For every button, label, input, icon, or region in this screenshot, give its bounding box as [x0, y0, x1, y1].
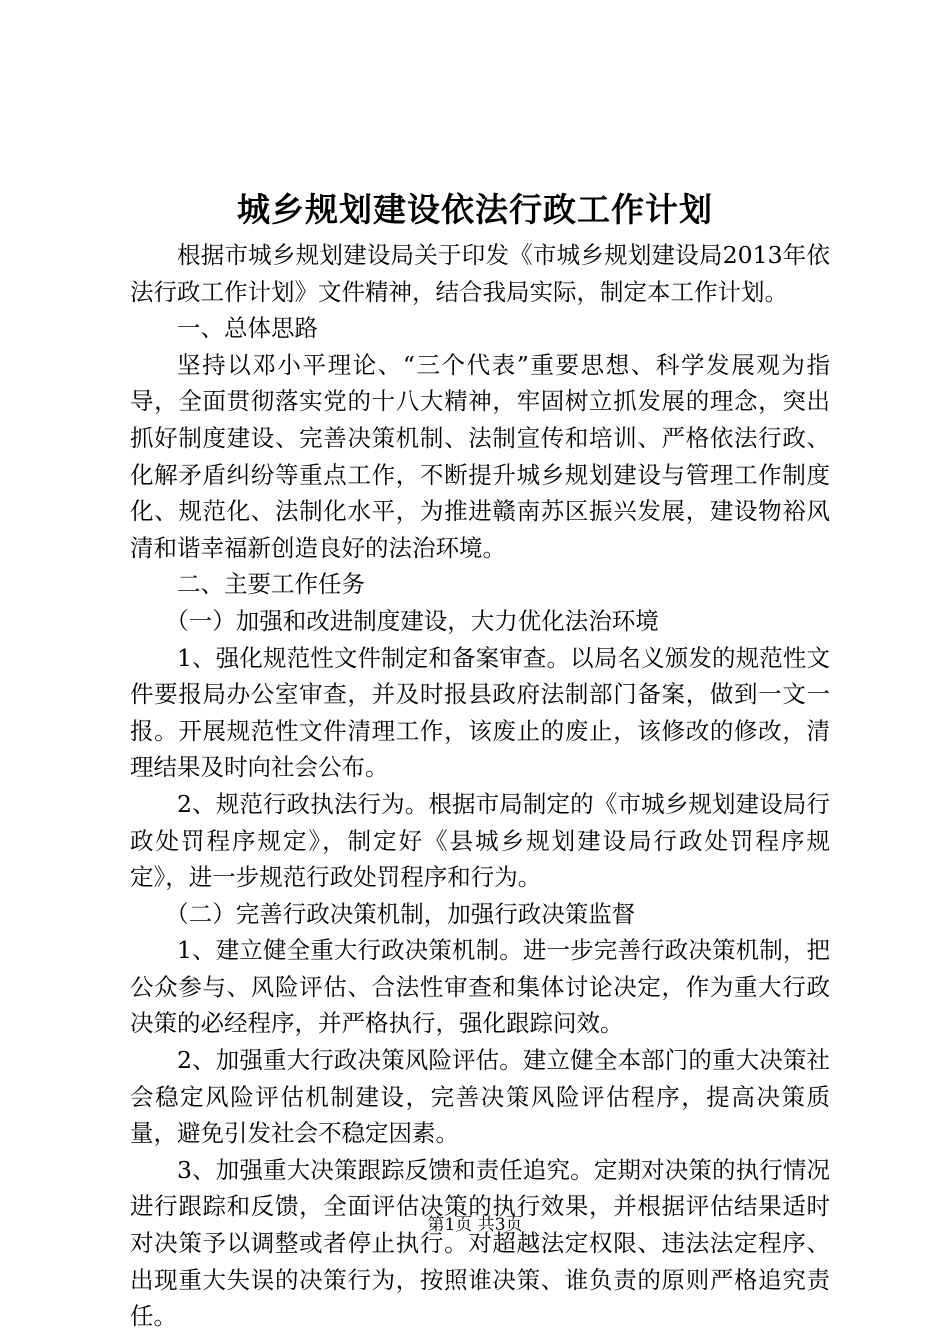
- document-title: 城乡规划建设依法行政工作计划: [237, 190, 713, 229]
- document-body: [130, 237, 830, 1335]
- section-heading-overall-approach: 一、总体思路: [177, 314, 318, 343]
- task-paragraph-decision-mechanism: 1、建立健全重大行政决策机制。进一步完善行政决策机制，把公众参与、风险评估、合法性审查和集体讨论决定，作为重大行政决策的必经程序，并严格执行，强化跟踪问效。: [130, 936, 830, 1038]
- intro-paragraph: 根据市城乡规划建设局关于印发《市城乡规划建设局2013年依法行政工作计划》文件精神，结合我局实际，制定本工作计划。: [130, 241, 830, 306]
- task-paragraph-risk-assessment: 2、加强重大行政决策风险评估。建立健全本部门的重大决策社会稳定风险评估机制建设，完善决策风险评估程序，提高决策质量，避免引发社会不稳定因素。: [130, 1046, 830, 1148]
- section-heading-main-tasks: 二、主要工作任务: [177, 570, 365, 599]
- page-number-footer: 第1页 共3页: [427, 1215, 523, 1235]
- subsection-heading-decision-mechanism: （二）完善行政决策机制，加强行政决策监督: [165, 899, 636, 928]
- task-paragraph-normative-documents: 1、强化规范性文件制定和备案审查。以局名义颁发的规范性文件要报局办公室审查，并及时报县政府法制部门备案，做到一文一报。开展规范性文件清理工作，该废止的废止，该修改的修改，清理结果及时向社会公布。: [130, 643, 830, 782]
- task-paragraph-law-enforcement: 2、规范行政执法行为。根据市局制定的《市城乡规划建设局行政处罚程序规定》，制定好《县城乡规划建设局行政处罚程序规定》，进一步规范行政处罚程序和行为。: [130, 789, 830, 892]
- subsection-heading-institution-building: （一）加强和改进制度建设，大力优化法治环境: [165, 606, 659, 635]
- task-paragraph-accountability: 3、加强重大决策跟踪反馈和责任追究。定期对决策的执行情况进行跟踪和反馈，全面评估决策的执行效果，并根据评估结果适时对决策予以调整或者停止执行。对超越法定权限、违法法定程序、出现重大失误的决策行为，按照谁决策、谁负责的原则严格追究责任。: [130, 1155, 830, 1331]
- overall-approach-paragraph: 坚持以邓小平理论、“三个代表”重要思想、科学发展观为指导，全面贯彻落实党的十八大精神，牢固树立抓发展的理念，突出抓好制度建设、完善决策机制、法制宣传和培训、严格依法行政、化解矛盾纠纷等重点工作，不断提升城乡规划建设与管理工作制度化、规范化、法制化水平，为推进赣南苏区振兴发展，建设物裕风清和谐幸福新创造良好的法治环境。: [130, 350, 830, 562]
